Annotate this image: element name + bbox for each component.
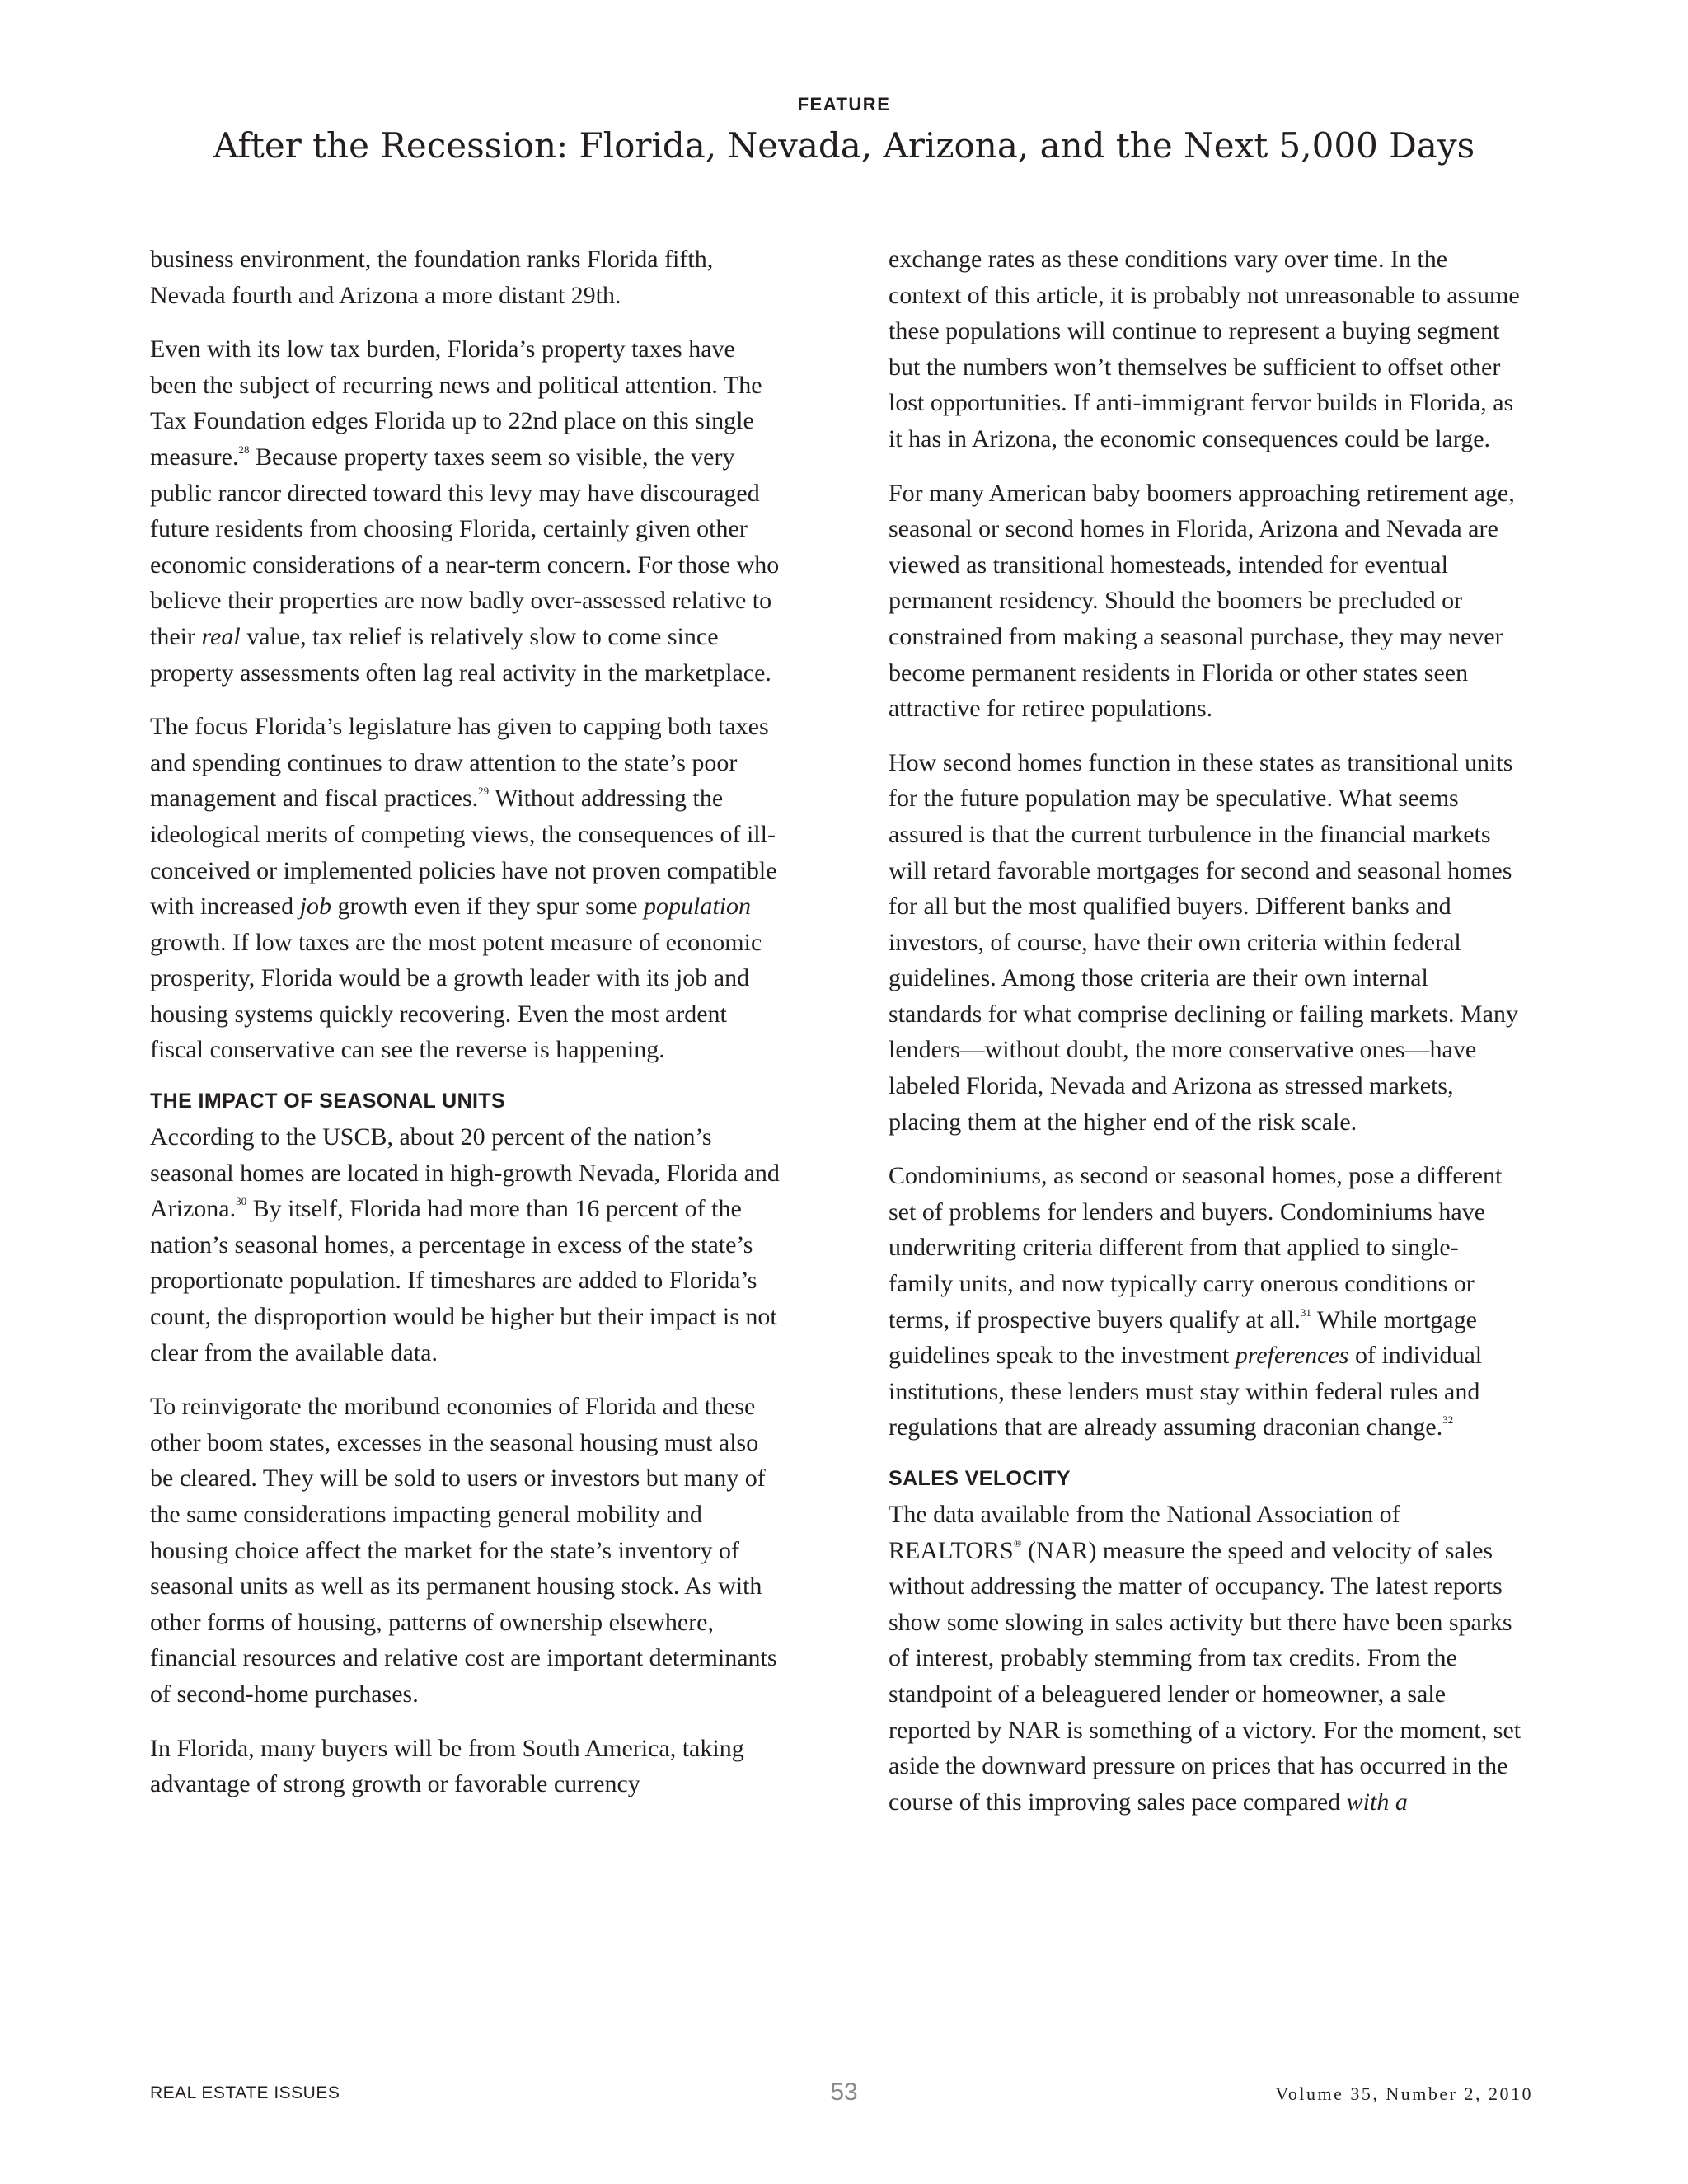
paragraph: For many American baby boomers approaching retirement age, seasonal or second homes in Florida, Arizona and Nevada are viewed as transitional homesteads, intended for eventual permanent residency. Should the boomers be precluded or constrained from making a seasonal purchase, they may never become permanent residents in Florida or other states seen attractive for retiree populations. <box>889 479 1515 723</box>
page-header <box>0 94 1688 166</box>
paragraph: How second homes function in these states as transitional units for the future population may be speculative. What seems assured is that the current turbulence in the financial markets will retard favorable mortgages for second and seasonal homes for all but the most qualified buyers. Different banks and investors, of course, have their own criteria within federal guidelines. Among those criteria are their own internal standards for what comprise declining or failing markets. Many lenders—without doubt, the more conservative ones—have labeled Florida, Nevada and Arizona as stressed markets, placing them at the higher end of the risk scale. <box>889 748 1518 1136</box>
left-column <box>150 241 785 1821</box>
right-column <box>889 241 1523 1838</box>
page-footer <box>0 2079 1688 2111</box>
section-heading: SALES VELOCITY <box>889 1467 1071 1490</box>
page-number: 53 <box>830 2079 858 2106</box>
paragraph: The focus Florida’s legislature has given to capping both taxes and spending continues to draw attention to the state’s poor management and fiscal practices.$^{29}$ Without addressing the ideological merits of competing views, the consequences of ill-conceived or implemented policies have not proven compatible with increased job growth even if they spur some population growth. If low taxes are the most potent measure of economic prosperity, Florida would be a growth leader with its job and housing systems quickly recovering. Even the most ardent fiscal conservative can see the reverse is happening. <box>150 713 777 1064</box>
paragraph: In Florida, many buyers will be from South America, taking advantage of strong growth or favorable currency <box>150 1734 744 1798</box>
issue-info: Volume 35, Number 2, 2010 <box>1275 2083 1533 2104</box>
section-kicker: FEATURE <box>797 94 891 115</box>
paragraph: Even with its low tax burden, Florida’s property taxes have been the subject of recurring news and political attention. The Tax Foundation edges Florida up to 22nd place on this single measure.$^{28}$ Because property taxes seem so visible, the very public rancor directed toward this levy may have discouraged future residents from choosing Florida, certainly given other economic considerations of a near-term concern. For those who believe their properties are now badly over-assessed relative to their real value, tax relief is relatively slow to come since property assessments often lag real activity in the marketplace. <box>150 335 780 687</box>
paragraph: Condominiums, as second or seasonal homes, pose a different set of problems for lenders and buyers. Condominiums have underwriting criteria different from that applied to single-family units, and now typically carry onerous conditions or terms, if prospective buyers qualify at all.$^{31}$ While mortgage guidelines speak to the investment preferences of individual institutions, these lenders must stay within federal rules and regulations that are already assuming draconian change.$^{32}$ <box>889 1162 1503 1441</box>
footnote-ref[interactable]: 31 <box>1300 1305 1311 1319</box>
registered-mark: ® <box>1013 1536 1022 1549</box>
footnote-ref[interactable]: 28 <box>238 443 250 456</box>
publication-name: REAL ESTATE ISSUES <box>150 2083 340 2102</box>
footnote-ref[interactable]: 29 <box>478 785 490 798</box>
paragraph: The data available from the National Association of REALTORS® (NAR) measure the speed and velocity of sales without addressing the matter of occupancy. The latest reports show some slowing in sales activity but there have been sparks of interest, probably stemming from tax credits. From the standpoint of a beleaguered lender or homeowner, a sale reported by NAR is something of a victory. For the moment, set aside the downward pressure on prices that has occurred in the course of this improving sales pace compared with a <box>889 1501 1522 1816</box>
article-title: After the Recession: Florida, Nevada, Arizona, and the Next 5,000 Days <box>213 125 1475 166</box>
section-heading: THE IMPACT OF SEASONAL UNITS <box>150 1090 506 1113</box>
paragraph: To reinvigorate the moribund economies of Florida and these other boom states, excesses in the seasonal housing must also be cleared. They will be sold to users or investors but many of the same considerations impacting general mobility and housing choice affect the market for the state’s inventory of seasonal units as well as its permanent housing stock. As with other forms of housing, patterns of ownership elsewhere, financial resources and relative cost are important determinants of second-home purchases. <box>150 1393 777 1708</box>
paragraph: exchange rates as these conditions vary over time. In the context of this article, it is probably not unreasonable to assume these populations will continue to represent a buying segment but the numbers won’t themselves be sufficient to offset other lost opportunities. If anti-immigrant fervor builds in Florida, as it has in Arizona, the economic consequences could be large. <box>889 246 1520 452</box>
footnote-ref[interactable]: 30 <box>236 1195 247 1208</box>
paragraph: business environment, the foundation ranks Florida fifth, Nevada fourth and Arizona a more distant 29th. <box>150 246 714 309</box>
footnote-ref[interactable]: 32 <box>1442 1413 1454 1427</box>
paragraph: According to the USCB, about 20 percent of the nation’s seasonal homes are located in high-growth Nevada, Florida and Arizona.$^{30}$ By itself, Florida had more than 16 percent of the nation’s seasonal homes, a percentage in excess of the state’s proportionate population. If timeshares are added to Florida’s count, the disproportion would be higher but their impact is not clear from the available data. <box>150 1123 780 1366</box>
